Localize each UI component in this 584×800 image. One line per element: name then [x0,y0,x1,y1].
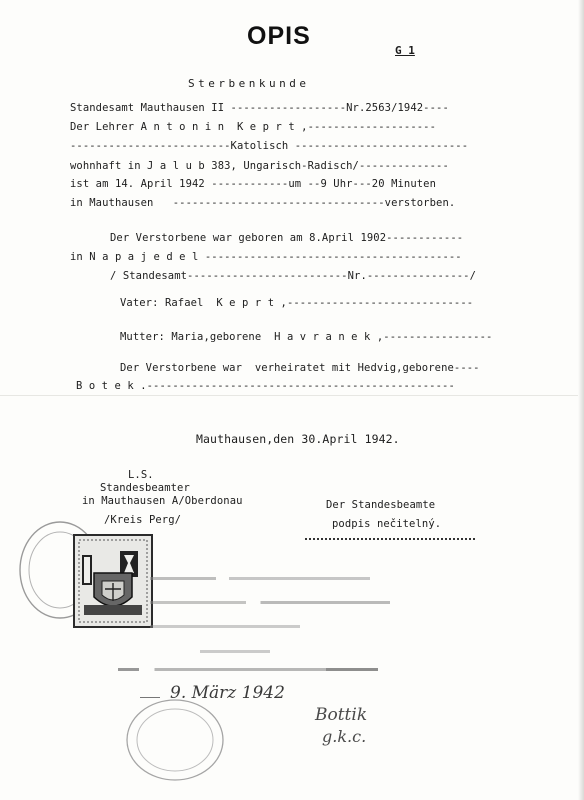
handwritten-scribble [200,650,270,653]
document-title: OPIS [247,22,311,50]
handwritten-date: 9. März 1942 [170,683,285,703]
line-father: Vater: Rafael K e p r t ,----------------------------- [120,297,474,309]
revenue-stamp-icon [72,533,154,629]
seal-ls: L.S. [128,469,154,481]
signature-line [305,538,475,540]
line-spouse-surname: B o t e k .------------------------------------------------ [76,380,455,392]
official-label: Der Standesbeamte [326,499,436,511]
page-edge-shadow [578,0,584,800]
line-death-date: ist am 14. April 1942 ------------um --9 Uhr---20 Minuten [70,178,437,190]
handwritten-scribble [150,577,370,580]
line-registry-office: Standesamt Mauthausen II ------------------Nr.2563/1942---- [70,102,449,114]
handwritten-signature: Bottik [315,705,368,725]
line-death-place: in Mauthausen ---------------------------------verstorben. [70,197,456,209]
signature-note: podpis nečitelný. [332,518,442,530]
court-stamp-icon [120,695,230,785]
line-religion: -------------------------Katolisch --------------------------- [70,140,469,152]
place-and-date: Mauthausen,den 30.April 1942. [196,432,400,446]
line-birth-place: in N a p a j e d e l ---------------------------------------- [70,251,462,263]
line-mother: Mutter: Maria,geborene H a v r a n e k ,----------------- [120,331,493,343]
line-residence: wohnhaft in J a l u b 383, Ungarisch-Radisch/-------------- [70,160,449,172]
handwritten-scribble [118,668,378,671]
seal-district: /Kreis Perg/ [104,514,182,526]
line-deceased-name: Der Lehrer A n t o n i n K e p r t ,-------------------- [70,121,437,133]
paper-fold [0,395,584,396]
handwritten-initials: g.k.c. [322,727,367,746]
line-birth-registry: / Standesamt-------------------------Nr.----------------/ [110,270,477,282]
document-heading: Sterbenkunde [188,77,310,90]
line-birth-date: Der Verstorbene war geboren am 8.April 1902------------ [110,232,464,244]
seal-title: Standesbeamter [100,482,190,494]
handwritten-scribble [150,625,300,628]
line-spouse: Der Verstorbene war verheiratet mit Hedvig,geborene---- [120,362,480,374]
reference-number: G 1 [395,44,415,57]
handwritten-scribble [150,601,390,604]
seal-place: in Mauthausen A/Oberdonau [82,495,243,507]
